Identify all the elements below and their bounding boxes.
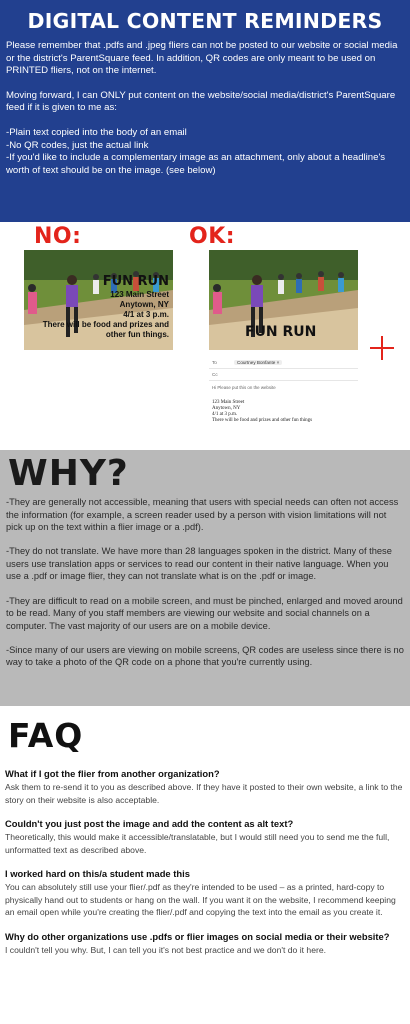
- recipient-chip: Courtney Bonfante ×: [234, 360, 282, 365]
- ok-label: OK:: [189, 224, 236, 249]
- flier-title: FUN RUN: [102, 274, 169, 289]
- examples-section: [0, 222, 410, 450]
- faq-item: [5, 818, 405, 856]
- email-body-line-1: 123 Main Street: [212, 400, 245, 405]
- email-cc-row: [209, 369, 358, 381]
- faq-title: FAQ: [8, 716, 84, 755]
- faq-answer: Theoretically, this would make it accessible/translatable, but I would still need you to send me the full, unformatted text as described above.: [5, 832, 390, 855]
- email-to-row: [209, 357, 358, 369]
- faq-section: [0, 706, 410, 1024]
- flier-overlay-text: [43, 274, 169, 340]
- bad-flier-image: [24, 250, 173, 350]
- requirement-image: -If you'd like to include a complementary image as an attachment, only about a headline's worth of text should be on the image. (see below): [6, 152, 386, 176]
- faq-question: Why do other organizations use .pdfs or flier images on social media or their website?: [5, 930, 390, 942]
- faq-answer: I couldn't tell you why. But, I can tell you it's not best practice and we don't do it here.: [5, 944, 326, 955]
- flier-details-1: There will be food and prizes and: [42, 320, 169, 329]
- email-greeting: Hi Please put this on the website: [212, 385, 276, 390]
- flier-time: 4/1 at 3 p.m.: [123, 310, 169, 319]
- ok-flier-title: FUN RUN: [245, 324, 317, 340]
- requirement-no-qr: -No QR codes, just the actual link: [6, 139, 149, 151]
- requirements-intro: Moving forward, I can ONLY put content on the website/social media/district's ParentSquare feed if it is given to me as:: [6, 89, 396, 114]
- faq-question: What if I got the flier from another organization?: [5, 768, 220, 779]
- flier-details-2: other fun things.: [105, 330, 169, 339]
- reminders-header: [0, 0, 410, 222]
- faq-question: I worked hard on this/a student made this: [5, 868, 190, 879]
- no-label: NO:: [34, 224, 82, 249]
- why-accessibility: -They are generally not accessible, meaning that users with special needs can often not access the information (for example, a screen reader used by a person with vision limitations will not pick up on the text within a flier image or a .pdf).: [6, 497, 399, 533]
- good-flier-image: [209, 250, 358, 350]
- faq-item: [5, 768, 405, 806]
- email-example: [209, 357, 358, 443]
- requirement-plain-text: -Plain text copied into the body of an email: [6, 126, 187, 138]
- email-body-line-3: 4/1 at 3 p.m.: [212, 412, 238, 417]
- why-mobile: -They are difficult to read on a mobile screen, and must be pinched, enlarged and moved around to be read. Many of you staff members are viewing our website and social channels on a computer. The vast majority of our users are on a mobile device.: [6, 595, 403, 631]
- email-body-line-2: Anytown, NY: [212, 406, 241, 411]
- intro-paragraph: Please remember that .pdfs and .jpeg fliers can not be posted to our website or social media or the district's ParentSquare feed. In addition, QR codes are only meant to be used on PRINTED fliers, not on the internet.: [6, 40, 398, 77]
- faq-item: [5, 931, 405, 957]
- faq-item: [5, 868, 405, 919]
- email-cc-label: Cc: [212, 372, 218, 377]
- plus-icon: [370, 336, 394, 360]
- faq-answer: Ask them to re-send it to you as described above. If they have it posted to their own website, a link to the story on their website is also acceptable.: [5, 782, 403, 805]
- faq-answer: You can absolutely still use your flier/.pdf as they're intended to be used – as a printed, hard-copy to physically hand out to students or hang on the wall. If you want it on the website, I recommend keeping an email open while you're creating the flier/.pdf and copying the text into the email as you create it.: [5, 882, 396, 917]
- faq-question: Couldn't you just post the image and add the content as alt text?: [5, 818, 294, 829]
- email-body-line-4: There will be food and prizes and other fun things: [212, 418, 313, 423]
- why-qr-codes: -Since many of our users are viewing on mobile screens, QR codes are useless since there is no way to take a photo of the QR code on a phone that you're currently using.: [6, 644, 404, 668]
- page-title: DIGITAL CONTENT REMINDERS: [27, 9, 383, 33]
- why-title: WHY?: [8, 453, 129, 494]
- why-translation: -They do not translate. We have more than 28 languages spoken in the district. Many of these users use translation apps or services to read our content in their native language. When you use a .pdf or image flier, they can not translate what is on the .pdf or image.: [6, 546, 392, 582]
- email-to-label: To: [212, 360, 217, 365]
- flier-city: Anytown, NY: [119, 300, 169, 309]
- flier-address: 123 Main Street: [110, 290, 169, 299]
- why-section: [0, 450, 410, 706]
